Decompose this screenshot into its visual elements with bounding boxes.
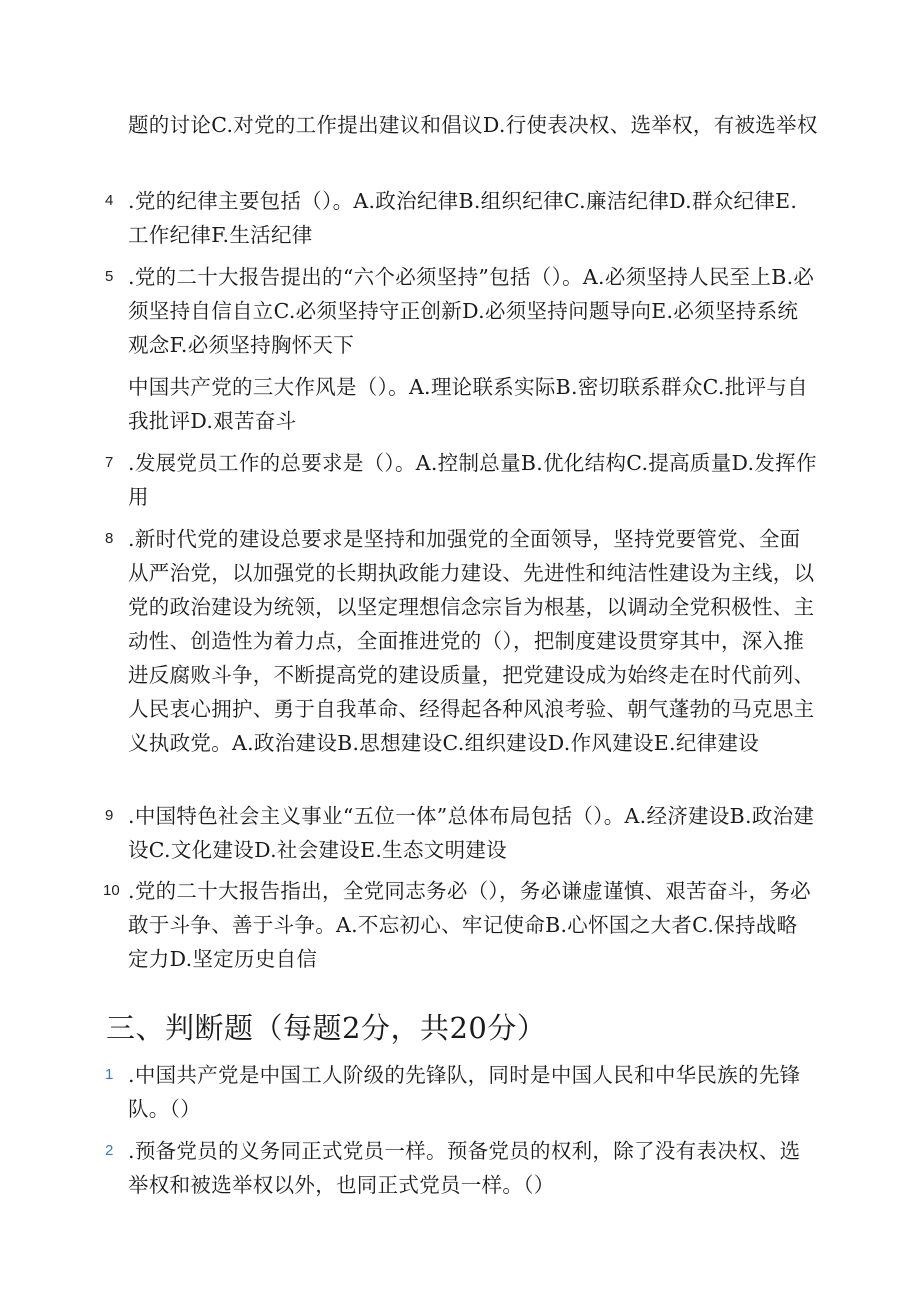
question-number: 9 xyxy=(105,807,114,824)
question-number: 2 xyxy=(105,1142,114,1159)
question-number: 1 xyxy=(105,1066,114,1083)
question-text: .党的二十大报告提出的“六个必须坚持”包括（）。A.必须坚持人民至上B.必须坚持自信自立C.必须坚持守正创新D.必须坚持问题导向E.必须坚持系统观念F.必须坚持胸怀天下 xyxy=(128,265,815,357)
question-number: 5 xyxy=(105,268,114,285)
question-text: .党的纪律主要包括（）。A.政治纪律B.组织纪律C.廉洁纪律D.群众纪律E.工作纪律F.生活纪律 xyxy=(128,189,798,247)
question-number: 4 xyxy=(105,192,114,209)
question-text: .党的二十大报告指出，全党同志务必（），务必谦虚谨慎、艰苦奋斗，务必敢于斗争、善于斗争。A.不忘初心、牢记使命B.心怀国之大者C.保持战略定力D.坚定历史自信 xyxy=(128,879,811,971)
question-text: .中国特色社会主义事业“五位一体”总体布局包括（）。A.经济建设B.政治建设C.文化建设D.社会建设E.生态文明建设 xyxy=(128,804,815,862)
question-text: .新时代党的建设总要求是坚持和加强党的全面领导，坚持党要管党、全面从严治党，以加强党的长期执政能力建设、先进性和纯洁性建设为主线，以党的政治建设为统领，以坚定理想信念宗旨为根基，以调动全党积极性、主动性、创造性为着力点，全面推进党的（），把制度建设贯穿其中，深入推进反腐败斗争，不断提高党的建设质量，把党建设成为始终走在时代前列、人民衷心拥护、勇于自我革命、经得起各种风浪考验、朝气蓬勃的马克思主义执政党。A.政治建设B.思想建设C.组织建设D.作风建设E.纪律建设 xyxy=(128,527,815,755)
question-number: 8 xyxy=(105,530,114,547)
section-heading: 三、判断题（每题2分，共20分） xyxy=(106,1011,547,1045)
question-number: 10 xyxy=(103,882,120,899)
question-text: .发展党员工作的总要求是（）。A.控制总量B.优化结构C.提高质量D.发挥作用 xyxy=(128,451,817,509)
question-3-continuation: 题的讨论C.对党的工作提出建议和倡议D.行使表决权、选举权，有被选举权 xyxy=(128,113,818,137)
question-text: .预备党员的义务同正式党员一样。预备党员的权利，除了没有表决权、选举权和被选举权以外，也同正式党员一样。（） xyxy=(128,1139,801,1197)
question-number: 7 xyxy=(105,454,114,471)
question-text: .中国共产党是中国工人阶级的先锋队，同时是中国人民和中华民族的先锋队。（） xyxy=(128,1063,801,1121)
question-text: 中国共产党的三大作风是（）。A.理论联系实际B.密切联系群众C.批评与自我批评D.艰苦奋斗 xyxy=(128,375,808,433)
